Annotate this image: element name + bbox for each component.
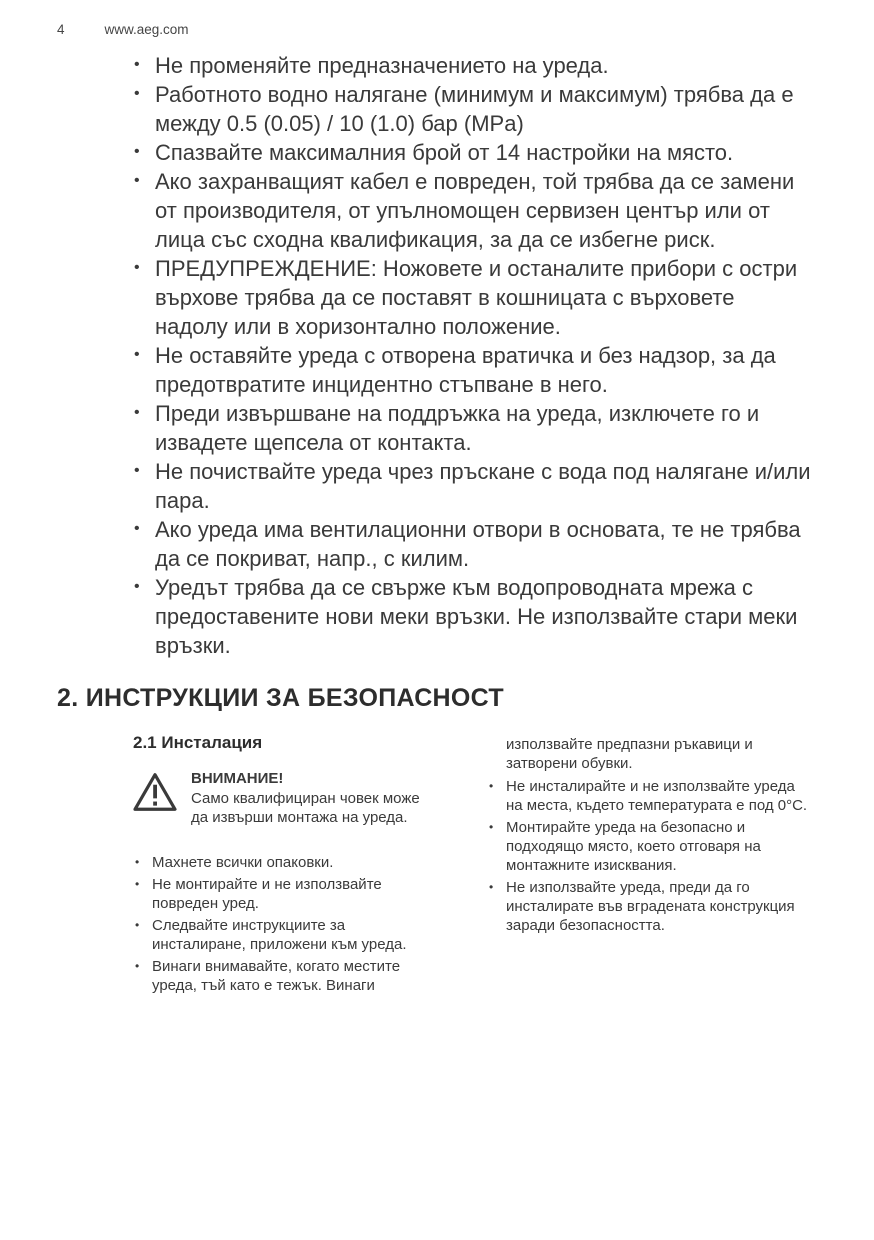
- page-number: 4: [57, 22, 65, 37]
- bullet-item: • Не почиствайте уреда чрез пръскане с вода под налягане и/или пара.: [132, 457, 812, 515]
- installation-bullet-list-right: [487, 777, 809, 935]
- bullet-item: • Следвайте инструкциите за инсталиране, приложени към уреда.: [133, 916, 435, 954]
- bullet-item: • ПРЕДУПРЕЖДЕНИЕ: Ножовете и останалите прибори с остри върхове трябва да се поставят в кошницата с върховете надолу или в хоризонтално положение.: [132, 254, 812, 341]
- right-column: [487, 733, 809, 998]
- two-column-section: [133, 733, 874, 998]
- bullet-item: • Уредът трябва да се свърже към водопроводната мрежа с предоставените нови меки връзки. Не използвайте стари меки връзки.: [132, 573, 812, 660]
- warning-content: [191, 769, 435, 827]
- bullet-item: • Не оставяйте уреда с отворена вратичка и без надзор, за да предотвратите инцидентно стъпване в него.: [132, 341, 812, 399]
- warning-box: [133, 769, 435, 827]
- section-title: 2. ИНСТРУКЦИИ ЗА БЕЗОПАСНОСТ: [57, 684, 504, 712]
- bullet-item: • Ако захранващият кабел е повреден, той трябва да се замени от производителя, от упълномощен сервизен център или от лица със сходна квалификация, за да се избегне риск.: [132, 167, 812, 254]
- site-url: www.aeg.com: [104, 22, 189, 37]
- bullet-item: • Винаги внимавайте, когато местите уреда, тъй като е тежък. Винаги: [133, 957, 435, 995]
- bullet-item: • Не използвайте уреда, преди да го инсталирате във вградената конструкция заради безопасността.: [487, 878, 809, 935]
- subsection-title: 2.1 Инсталация: [133, 733, 263, 752]
- warning-text: Само квалифициран човек може да извърши монтажа на уреда.: [191, 790, 420, 826]
- warning-title: ВНИМАНИЕ!: [191, 770, 284, 787]
- page-header: [0, 0, 874, 37]
- bullet-item: • Монтирайте уреда на безопасно и подходящо място, което отговаря на монтажните изисквания.: [487, 818, 809, 875]
- bullet-item: • Работното водно налягане (минимум и максимум) трябва да е между 0.5 (0.05) / 10 (1.0) бар (MPa): [132, 80, 812, 138]
- left-column: [133, 733, 435, 998]
- continuation-text: използвайте предпазни ръкавици и затворени обувки.: [506, 736, 753, 772]
- warning-triangle-icon: [133, 769, 177, 827]
- bullet-item: • Ако уреда има вентилационни отвори в основата, те не трябва да се покриват, напр., с килим.: [132, 515, 812, 573]
- bullet-item: • Не инсталирайте и не използвайте уреда на места, където температурата е под 0°C.: [487, 777, 809, 815]
- bullet-item: • Преди извършване на поддръжка на уреда, изключете го и извадете щепсела от контакта.: [132, 399, 812, 457]
- safety-bullet-list: [0, 51, 874, 660]
- bullet-item: • Махнете всички опаковки.: [133, 853, 435, 872]
- bullet-item: • Не монтирайте и не използвайте повреден уред.: [133, 875, 435, 913]
- bullet-item: • Не променяйте предназначението на уреда.: [132, 51, 812, 80]
- bullet-item: • Спазвайте максималния брой от 14 настройки на място.: [132, 138, 812, 167]
- installation-bullet-list-left: [133, 853, 435, 995]
